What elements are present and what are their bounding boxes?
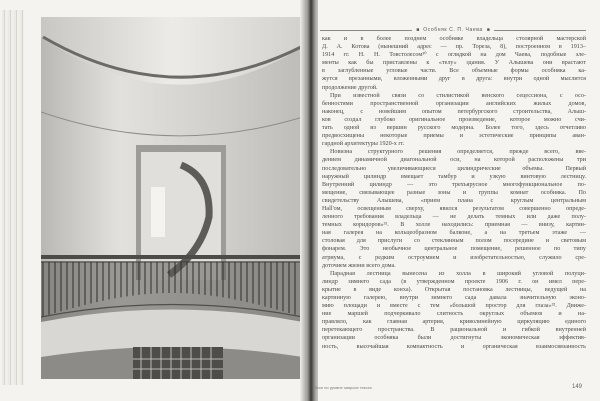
header-bullet: ■ <box>486 27 490 33</box>
text-line: крытие в виде конха). Открытая постановка лестницы, ведущей на <box>322 286 586 293</box>
photo-rotunda-staircase <box>41 17 303 379</box>
text-line: последовательно увеличивающиеся цилиндрические объемы. Первый <box>322 165 586 172</box>
text-line: Внутренний цилиндр — это трехъярусное многофункциональное по- <box>322 181 586 188</box>
text-line: темных коридоров»³¹. В холле находились: приемная — внизу, картин- <box>322 222 586 229</box>
text-line: ние маршей подчеркивало слитность округлых объемов и на- <box>322 311 586 318</box>
text-line: тать одной из вершин русского модерна. Более того, здесь отчетливо <box>322 125 586 132</box>
text-line: Hall'ом, освещенным сверху, явился результатом совершенно опреде- <box>322 205 586 212</box>
running-head-title: Особняк С. П. Чаева <box>423 27 483 33</box>
text-line: При известной связи со стилистикой венского сецессиона, с осо- <box>330 92 586 99</box>
text-line: жутся врезанными, вложенными друг в друга: внутри одной мыслится <box>322 76 586 83</box>
text-line: дением динамичной диагональной оси, на которой расположены три <box>322 157 586 164</box>
header-bullet: ■ <box>416 27 420 33</box>
text-line: наконец, с новейшим опытом петербургского строительства, Алыш- <box>322 108 586 115</box>
text-line: мещение, связывающее разные зоны и группы комнат особняка. По <box>322 189 586 196</box>
text-line: перетекающего пространства. В рациональной и гибкой внутренней <box>322 327 586 334</box>
text-line: бенностями пространственной организации английских жилых домов, <box>322 100 586 107</box>
text-line: свидетельству Алышева, «прием плана с круглым центральным <box>322 197 586 204</box>
text-line: фонарем. Это необычное центральное помещение, решенное по типу <box>322 246 586 253</box>
text-line: ная галерея на кольцеобразном балконе, а на третьем этаже — <box>322 230 586 237</box>
page-edges <box>2 10 24 385</box>
footer-book-title: Эссе по уровне запросе текста <box>314 385 372 390</box>
text-line: 1914 гг. Н. Н. Товстолесом³⁰ с оглядкой на дом Чаева, подобные эле- <box>322 52 586 59</box>
text-line: ков создал глубоко оригинальное произведение, которое можно счи- <box>322 116 586 123</box>
text-line: ленного требования владельца — не делать темных или даже полу- <box>322 214 586 221</box>
text-line: правляло, как главная артерия, криволинейную циркуляцию единого <box>322 319 586 326</box>
right-page <box>314 0 600 401</box>
running-head <box>320 26 586 34</box>
text-line: столовая для прислуги со стеклянным полом посередине и световым <box>322 238 586 245</box>
text-line: доточием жизни всего дома. <box>322 262 396 269</box>
text-line: как и в более позднем особняке владельца столярной мастерской <box>322 36 586 42</box>
text-line: атриума, с редким остроумием и изобретательностью, служило сре- <box>322 254 586 261</box>
text-line: картинную галерею, внутри зимнего сада давала значительную эконо- <box>322 295 586 301</box>
text-line: Д. А. Котова (нынешний адрес — пр. Тореза, 8), построенном в 1913– <box>322 44 586 51</box>
text-line: менты как бы приставлены к «телу» здания. У Алышева они врастают <box>322 60 586 67</box>
text-line: линдр зимнего сада (в утвержденном проекте 1906 г. он имел пере- <box>322 278 586 285</box>
text-line: наружный цилиндр вмещает тамбур и узкую винтовую лестницу. <box>322 173 586 180</box>
text-line: предвосхищены некоторые приемы и эстетические принципы аван- <box>322 133 586 140</box>
body-text <box>322 35 586 351</box>
page-number: 149 <box>572 384 583 390</box>
text-line: продолжение другой. <box>322 84 378 91</box>
text-line: мию площади и вместе с тем «большой простор для глаза»³². Движе- <box>322 303 586 310</box>
text-line: в заглубленные угловые части. Все объемные формы особняка ка- <box>322 68 586 75</box>
header-rule <box>494 30 586 31</box>
text-line: гардной архитектуры 1920-х гг. <box>322 141 405 148</box>
text-line: организации особняка были достигнуты экономическая эффектив- <box>322 335 586 342</box>
header-rule <box>320 30 412 31</box>
text-line: ность, высочайшая компактность и органическая взаимосвязанность <box>322 343 586 350</box>
text-line: Парадная лестница вынесена из холла в широкий угловой полуци- <box>330 270 586 277</box>
text-line: Новизна структурного решения определяется, прежде всего, вве- <box>330 149 586 156</box>
